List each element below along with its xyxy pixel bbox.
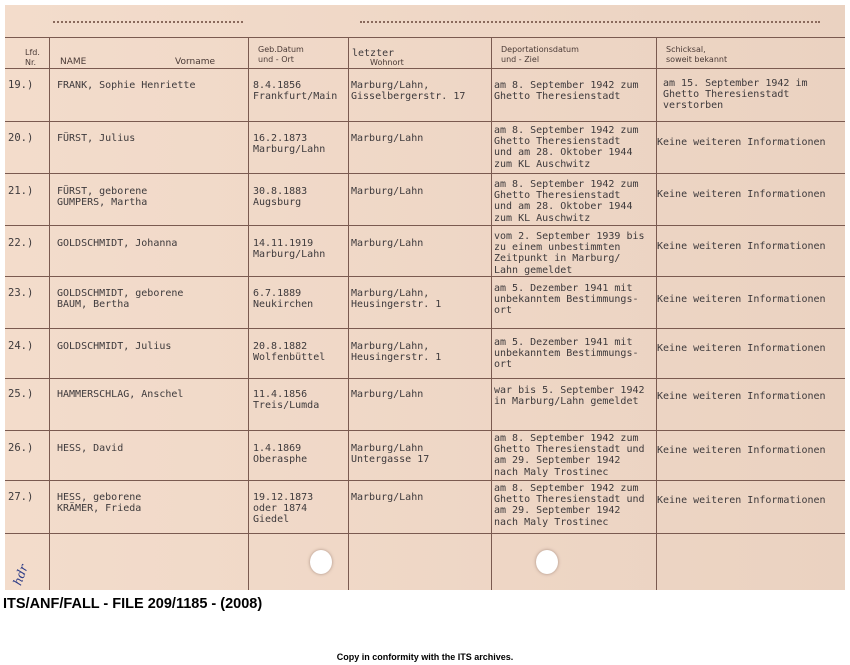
row-number: 27.) xyxy=(8,491,34,503)
row-deportation: war bis 5. September 1942 in Marburg/Lahn gemeldet xyxy=(494,385,645,408)
row-birth: 14.11.1919 Marburg/Lahn xyxy=(253,238,326,261)
punch-hole xyxy=(536,550,558,574)
row-deportation: am 8. September 1942 zum Ghetto Theresienstadt xyxy=(494,80,639,103)
row-fate: Keine weiteren Informationen xyxy=(657,495,826,506)
archive-copy-note: Copy in conformity with the ITS archives. xyxy=(336,652,514,662)
row-fate: Keine weiteren Informationen xyxy=(657,294,826,305)
row-rule xyxy=(5,328,845,329)
row-fate: Keine weiteren Informationen xyxy=(657,241,826,252)
row-residence: Marburg/Lahn, Heusingerstr. 1 xyxy=(351,288,442,311)
header-wohnort: Wohnort xyxy=(370,58,404,67)
column-rule xyxy=(248,37,249,590)
column-rule xyxy=(49,37,50,590)
row-birth: 16.2.1873 Marburg/Lahn xyxy=(253,133,326,156)
row-number: 21.) xyxy=(8,185,34,197)
row-name: HESS, geborene KRÄMER, Frieda xyxy=(57,492,142,515)
row-deportation: am 8. September 1942 zum Ghetto Theresienstadt und am 29. September 1942 nach Maly Trostinec xyxy=(494,433,645,478)
row-fate: Keine weiteren Informationen xyxy=(657,137,826,148)
row-deportation: am 5. Dezember 1941 mit unbekanntem Bestimmungs- ort xyxy=(494,283,639,317)
row-number: 19.) xyxy=(8,79,34,91)
row-birth: 20.8.1882 Wolfenbüttel xyxy=(253,341,326,364)
row-birth: 11.4.1856 Treis/Lumda xyxy=(253,389,320,412)
dotted-field-right xyxy=(360,15,820,23)
row-residence: Marburg/Lahn xyxy=(351,492,424,503)
row-residence: Marburg/Lahn xyxy=(351,186,424,197)
document-sheet xyxy=(5,5,845,590)
row-rule xyxy=(5,68,845,69)
row-name: HESS, David xyxy=(57,443,124,454)
row-name: FÜRST, Julius xyxy=(57,133,136,144)
row-name: GOLDSCHMIDT, Julius xyxy=(57,341,172,352)
row-deportation: am 8. September 1942 zum Ghetto Theresienstadt und am 29. September 1942 nach Maly Trostinec xyxy=(494,483,645,528)
row-deportation: am 8. September 1942 zum Ghetto Theresienstadt und am 28. Oktober 1944 zum KL Auschwitz xyxy=(494,125,639,170)
column-rule xyxy=(348,37,349,590)
row-name: GOLDSCHMIDT, Johanna xyxy=(57,238,178,249)
row-deportation: am 5. Dezember 1941 mit unbekanntem Bestimmungs- ort xyxy=(494,337,639,371)
row-residence: Marburg/Lahn, Heusingerstr. 1 xyxy=(351,341,442,364)
row-fate: Keine weiteren Informationen xyxy=(657,189,826,200)
row-rule xyxy=(5,480,845,481)
row-fate: Keine weiteren Informationen xyxy=(657,445,826,456)
column-rule xyxy=(491,37,492,590)
punch-hole xyxy=(310,550,332,574)
row-birth: 1.4.1869 Oberasphe xyxy=(253,443,308,466)
row-name: FÜRST, geborene GUMPERS, Martha xyxy=(57,186,148,209)
row-rule xyxy=(5,121,845,122)
row-name: FRANK, Sophie Henriette xyxy=(57,80,196,91)
row-rule xyxy=(5,173,845,174)
header-deportation: Deportationsdatum und - Ziel xyxy=(501,45,579,64)
row-rule xyxy=(5,225,845,226)
row-rule xyxy=(5,430,845,431)
row-birth: 8.4.1856 Frankfurt/Main xyxy=(253,80,338,103)
row-rule xyxy=(5,276,845,277)
row-number: 22.) xyxy=(8,237,34,249)
row-number: 26.) xyxy=(8,442,34,454)
header-name: NAME xyxy=(60,57,87,67)
row-number: 20.) xyxy=(8,132,34,144)
header-vorname: Vorname xyxy=(175,57,216,67)
row-birth: 30.8.1883 Augsburg xyxy=(253,186,308,209)
dotted-field-left xyxy=(53,15,243,23)
row-residence: Marburg/Lahn xyxy=(351,133,424,144)
row-name: HAMMERSCHLAG, Anschel xyxy=(57,389,184,400)
row-rule xyxy=(5,533,845,534)
row-residence: Marburg/Lahn xyxy=(351,389,424,400)
file-reference: ITS/ANF/FALL - FILE 209/1185 - (2008) xyxy=(3,596,263,612)
header-geburt: Geb.Datum und - Ort xyxy=(258,45,304,64)
row-fate: Keine weiteren Informationen xyxy=(657,343,826,354)
row-residence: Marburg/Lahn xyxy=(351,238,424,249)
header-schicksal: Schicksal, soweit bekannt xyxy=(666,45,728,64)
row-rule xyxy=(5,37,845,38)
column-rule xyxy=(656,37,657,590)
row-fate: am 15. September 1942 im Ghetto Theresienstadt verstorben xyxy=(663,78,808,112)
header-wohnort-top: letzter xyxy=(352,48,395,59)
row-residence: Marburg/Lahn Untergasse 17 xyxy=(351,443,430,466)
row-fate: Keine weiteren Informationen xyxy=(657,391,826,402)
header-lfd-nr: Lfd. Nr. xyxy=(25,48,40,67)
row-deportation: am 8. September 1942 zum Ghetto Theresienstadt und am 28. Oktober 1944 zum KL Auschwitz xyxy=(494,179,639,224)
row-birth: 6.7.1889 Neukirchen xyxy=(253,288,314,311)
row-name: GOLDSCHMIDT, geborene BAUM, Bertha xyxy=(57,288,184,311)
handwritten-initials: hdr xyxy=(10,562,31,588)
row-deportation: vom 2. September 1939 bis zu einem unbestimmten Zeitpunkt in Marburg/ Lahn gemeldet xyxy=(494,231,645,276)
row-residence: Marburg/Lahn, Gisselbergerstr. 17 xyxy=(351,80,466,103)
row-number: 25.) xyxy=(8,388,34,400)
row-number: 24.) xyxy=(8,340,34,352)
row-rule xyxy=(5,378,845,379)
row-number: 23.) xyxy=(8,287,34,299)
row-birth: 19.12.1873 oder 1874 Giedel xyxy=(253,492,314,526)
